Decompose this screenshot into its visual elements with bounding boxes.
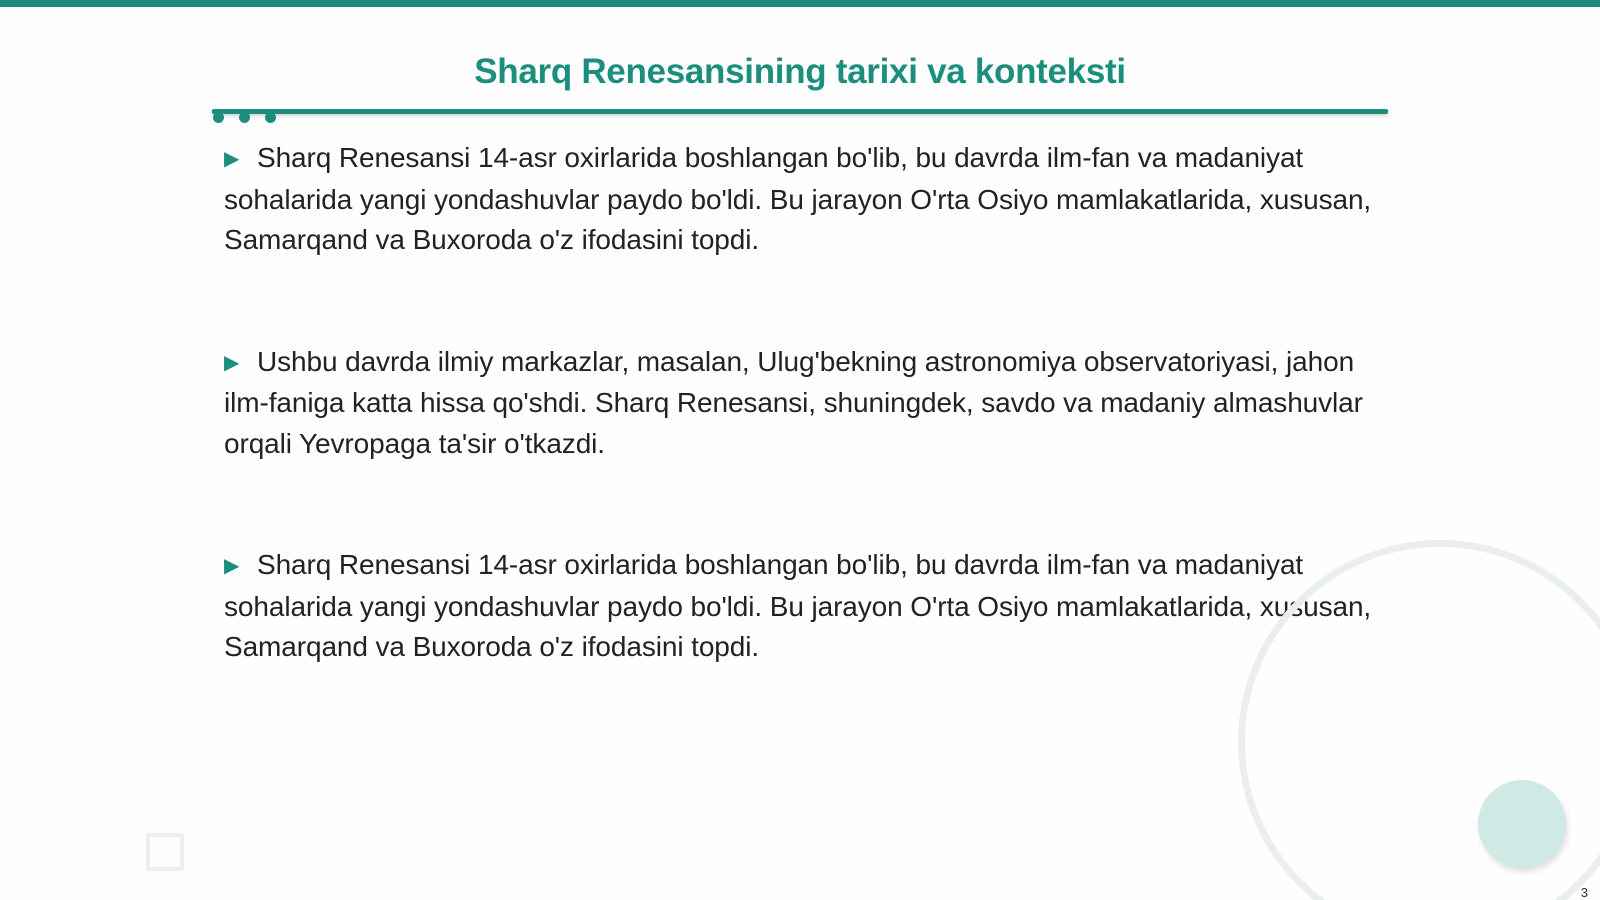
- paragraph-text: Sharq Renesansi 14-asr oxirlarida boshlangan bo'lib, bu davrda ilm-fan va madaniyat sohalarida yangi yondashuvlar paydo bo'ldi. Bu jarayon O'rta Osiyo mamlakatlarida, xususan, Samarqand va Buxoroda o'z ifodasini topdi.: [224, 549, 1372, 662]
- decor-dot-icon: [265, 112, 276, 123]
- triangle-right-icon: ▶: [224, 555, 240, 577]
- triangle-right-icon: ▶: [224, 351, 240, 374]
- paragraph-text: Ushbu davrda ilmiy markazlar, masalan, Ulug'bekning astronomiya observatoriyasi, jahon ilm-faniga katta hissa qo'shdi. Sharq Renesansi, shuningdek, savdo va madaniy almashuvlar orqali Yevropaga ta'sir o'tkazdi.: [224, 345, 1363, 459]
- bullet-paragraph-3: [224, 545, 1374, 668]
- bullet-paragraph-1: [224, 138, 1374, 261]
- triangle-right-icon: ▶: [224, 148, 240, 170]
- paragraph-text: Sharq Renesansi 14-asr oxirlarida boshlangan bo'lib, bu davrda ilm-fan va madaniyat sohalarida yangi yondashuvlar paydo bo'ldi. Bu jarayon O'rta Osiyo mamlakatlarida, xususan, Samarqand va Buxoroda o'z ifodasini topdi.: [224, 142, 1372, 255]
- bullet-paragraph-2: [224, 342, 1374, 465]
- decor-square: [146, 833, 184, 871]
- bullet-list: [224, 138, 1374, 668]
- page-number: 3: [1580, 885, 1588, 900]
- decor-dot-icon: [213, 112, 224, 123]
- title-underline: [212, 109, 1388, 114]
- decor-dot-icon: [239, 112, 250, 123]
- top-accent-bar: [0, 0, 1600, 7]
- slide-title: Sharq Renesansining tarixi va konteksti: [474, 52, 1126, 91]
- decor-circle: [1478, 780, 1566, 868]
